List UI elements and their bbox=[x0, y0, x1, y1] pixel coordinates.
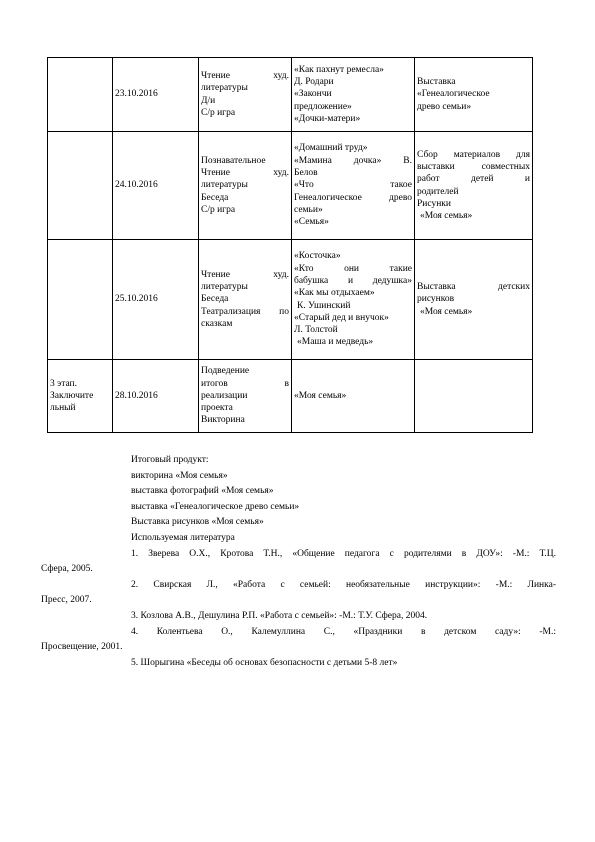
reference-continuation: Сфера, 2005. bbox=[41, 564, 93, 575]
cell-line: «Семья» bbox=[294, 217, 329, 228]
references-list bbox=[41, 547, 556, 672]
cell-line: Подведение bbox=[201, 366, 250, 377]
summary-lines bbox=[86, 453, 556, 547]
literature-cell bbox=[292, 240, 415, 360]
activities-cell bbox=[199, 58, 292, 132]
cell-line: Д. Родари bbox=[294, 77, 334, 88]
cell-line: проекта bbox=[201, 403, 233, 414]
cell-line: С/р игра bbox=[201, 204, 236, 215]
literature-cell bbox=[292, 360, 415, 433]
stage-cell bbox=[48, 132, 113, 240]
cell-line: Сбор материалов для bbox=[417, 149, 530, 160]
reference-first-line: 3. Козлова А.В., Дешулина Р.П. «Работа с семьей»: -М.: Т.У. Сфера, 2004. bbox=[131, 610, 428, 621]
cell-line: Л. Толстой bbox=[294, 325, 338, 336]
result-cell bbox=[415, 132, 533, 240]
table-body bbox=[48, 58, 533, 433]
table-row bbox=[48, 240, 533, 360]
cell-line: С/р игра bbox=[201, 107, 236, 118]
cell-line: Чтение худ. bbox=[201, 70, 289, 81]
cell-line: родителей bbox=[417, 186, 459, 197]
cell-line: Белов bbox=[294, 168, 318, 179]
reference-first-line: 5. Шорыгина «Беседы об основах безопасности с детьми 5-8 лет» bbox=[131, 657, 398, 668]
cell-line: Познавательное bbox=[201, 155, 266, 166]
cell-line: «Как пахнут ремесла» bbox=[294, 64, 384, 75]
cell-line: «Генеалогическое bbox=[417, 89, 490, 100]
summary-section bbox=[41, 453, 556, 671]
cell-line: 3 этап. bbox=[50, 378, 78, 389]
summary-line: Выставка рисунков «Моя семья» bbox=[131, 517, 264, 528]
date-cell: 25.10.2016 bbox=[113, 240, 199, 360]
cell-line: рисунков bbox=[417, 294, 455, 305]
cell-line: Выставка детских bbox=[417, 282, 530, 293]
result-cell bbox=[415, 58, 533, 132]
date-cell: 24.10.2016 bbox=[113, 132, 199, 240]
reference-item bbox=[41, 547, 556, 578]
cell-line: «Домашний труд» bbox=[294, 143, 368, 154]
cell-line: Генеалогическое древо bbox=[294, 192, 412, 203]
cell-line: Театрализация по bbox=[201, 306, 289, 317]
cell-line: Викторина bbox=[201, 415, 245, 426]
cell-line: Заключите bbox=[50, 390, 94, 401]
cell-line: сказкам bbox=[201, 318, 233, 329]
reference-continuation: Просвещение, 2001. bbox=[41, 642, 123, 653]
reference-item bbox=[41, 625, 556, 656]
activities-cell bbox=[199, 360, 292, 433]
cell-line: литературы bbox=[201, 282, 248, 293]
reference-first-line: 1. Зверева О.Х., Кротова Т.Н., «Общение педагога с родителями в ДОУ»: -М.: Т.Ц. bbox=[131, 548, 556, 559]
cell-line: Чтение худ. bbox=[201, 269, 289, 280]
result-cell bbox=[415, 360, 533, 433]
cell-line: литературы bbox=[201, 180, 248, 191]
stage-cell bbox=[48, 58, 113, 132]
cell-line: «Закончи bbox=[294, 89, 332, 100]
cell-line: Д/и bbox=[201, 95, 216, 106]
activities-cell bbox=[199, 240, 292, 360]
activities-cell bbox=[199, 132, 292, 240]
stage-cell bbox=[48, 360, 113, 433]
summary-line: викторина «Моя семья» bbox=[131, 470, 228, 481]
cell-line: предложение» bbox=[294, 101, 352, 112]
cell-line: «Что такое bbox=[294, 180, 412, 191]
date-cell: 23.10.2016 bbox=[113, 58, 199, 132]
cell-line: «Старый дед и внучок» bbox=[294, 312, 389, 323]
reference-first-line: 2. Свирская Л., «Работа с семьей: необязательные инструкции»: -М.: Линка- bbox=[131, 579, 556, 590]
table-row bbox=[48, 132, 533, 240]
project-plan-table bbox=[47, 57, 533, 433]
cell-line: «Как мы отдыхаем» bbox=[294, 288, 375, 299]
reference-item bbox=[86, 609, 556, 625]
table-row bbox=[48, 58, 533, 132]
cell-line: литературы bbox=[201, 83, 248, 94]
reference-continuation: Пресс, 2007. bbox=[41, 595, 92, 606]
reference-item bbox=[86, 656, 556, 672]
summary-line: Итоговый продукт: bbox=[131, 455, 209, 465]
literature-cell bbox=[292, 132, 415, 240]
result-cell bbox=[415, 240, 533, 360]
cell-line: древо семьи» bbox=[417, 101, 472, 112]
summary-line: выставка фотографий «Моя семья» bbox=[131, 486, 274, 497]
summary-line: выставка «Генеалогическое древо семьи» bbox=[131, 501, 300, 512]
cell-line: Беседа bbox=[201, 192, 229, 203]
table-row bbox=[48, 360, 533, 433]
cell-line: бабушка и дедушка» bbox=[294, 275, 412, 286]
cell-line: Рисунки bbox=[417, 198, 451, 209]
summary-line: Используемая литература bbox=[131, 532, 235, 543]
cell-line: выставки совместных bbox=[417, 161, 530, 172]
cell-line: «Кто они такие bbox=[294, 263, 412, 274]
stage-cell bbox=[48, 240, 113, 360]
cell-line: работ детей и bbox=[417, 174, 530, 185]
reference-item bbox=[41, 578, 556, 609]
cell-line: «Мамина дочка» В. bbox=[294, 155, 412, 166]
cell-line: льный bbox=[50, 403, 76, 414]
cell-line: «Маша и медведь» bbox=[297, 337, 374, 348]
cell-line: К. Ушинский bbox=[297, 300, 351, 311]
cell-line: семьи» bbox=[294, 204, 323, 215]
cell-line: итогов в bbox=[201, 378, 289, 389]
cell-line: «Моя семья» bbox=[420, 306, 473, 317]
cell-line: Выставка bbox=[417, 77, 456, 88]
cell-line: «Дочки-матери» bbox=[294, 113, 361, 124]
literature-cell bbox=[292, 58, 415, 132]
cell-line: Беседа bbox=[201, 294, 229, 305]
cell-line: Чтение худ. bbox=[201, 168, 289, 179]
cell-line: «Моя семья» bbox=[420, 211, 473, 222]
reference-first-line: 4. Колентьева О., Калемуллина С., «Праздники в детском саду»: -М.: bbox=[131, 626, 556, 637]
cell-line: реализации bbox=[201, 390, 248, 401]
cell-line: «Косточка» bbox=[294, 251, 341, 262]
date-cell: 28.10.2016 bbox=[113, 360, 199, 433]
cell-line: «Моя семья» bbox=[294, 390, 347, 401]
